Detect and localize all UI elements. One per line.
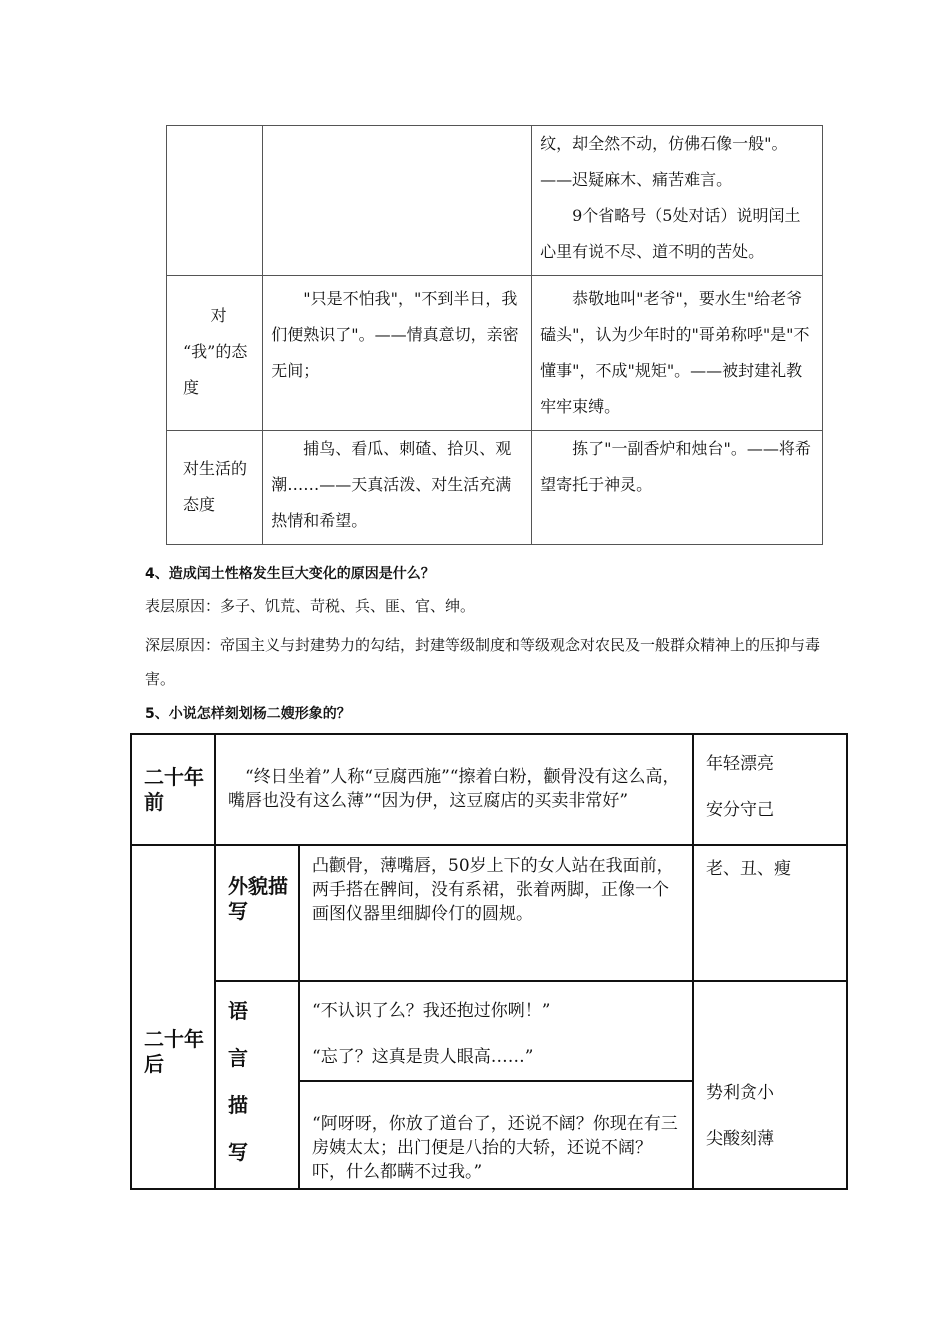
period-label: 二十年前 [144, 764, 204, 814]
yang-ersao-table [130, 733, 848, 1190]
cell-text: “终日坐着”人称“豆腐西施”“擦着白粉，颧骨没有这么高，嘴唇也没有这么薄”“因为伊，这豆腐店的买卖非常好” [228, 767, 680, 811]
subtype-label-char: 语 [228, 999, 248, 1023]
trait-text: 年轻漂亮 [706, 754, 774, 774]
trait-cell [693, 981, 847, 1189]
trait-text: 安分守己 [706, 800, 774, 820]
cell-text: 纹，却全然不动，仿佛石像一般"。——迟疑麻木、痛苦难言。 [540, 134, 788, 189]
cell-text: “忘了？这真是贵人眼高……” [312, 1047, 534, 1067]
cell-text: “阿呀呀，你放了道台了，还说不阔？你现在有三房姨太太；出门便是八抬的大轿，还说不阔？吓，什么都瞒不过我。” [312, 1114, 678, 1182]
surface-reason: 表层原因：多子、饥荒、苛税、兵、匪、官、绅。 [145, 597, 476, 615]
table-cell [299, 845, 693, 981]
cell-text: 捕鸟、看瓜、刺碴、拾贝、观潮……——天真活泼、对生活充满热情和希望。 [271, 439, 512, 530]
runtu-comparison-table [166, 125, 823, 545]
period-label-cell [131, 845, 215, 1189]
table-row [131, 734, 847, 845]
row-label: “我”的态度 [183, 342, 248, 397]
subtype-label: 外貌描写 [228, 874, 288, 923]
trait-cell [693, 845, 847, 981]
subtype-label-char: 写 [228, 1140, 248, 1164]
subtype-label-cell [215, 981, 299, 1189]
table-row [167, 276, 823, 431]
cell-text: 恭敬地叫"老爷"，要水生"给老爷磕头"，认为少年时的"哥弟称呼"是"不懂事"，不成"规矩"。——被封建礼教牢牢束缚。 [540, 289, 810, 416]
table-cell [215, 734, 693, 845]
cell-text: 9个省略号（5处对话）说明闰土心里有说不尽、道不明的苦处。 [540, 206, 801, 261]
cell-text: 凸颧骨，薄嘴唇，50岁上下的女人站在我面前，两手搭在髀间，没有系裙，张着两脚，正像一个画图仪器里细脚伶仃的圆规。 [312, 856, 674, 924]
table-cell [532, 276, 823, 431]
table-row [167, 431, 823, 545]
subtype-label-char: 言 [228, 1046, 248, 1070]
question-5-title: 5、小说怎样刻划杨二嫂形象的？ [145, 706, 351, 722]
trait-text: 老、丑、瘦 [706, 859, 791, 879]
table-cell [167, 126, 263, 276]
table-row [131, 845, 847, 981]
table-cell [263, 126, 532, 276]
trait-cell [693, 734, 847, 845]
row-label-cell [167, 276, 263, 431]
table-cell [532, 431, 823, 545]
subtype-label-char: 描 [228, 1093, 248, 1117]
deep-reason: 深层原因：帝国主义与封建势力的勾结，封建等级制度和等级观念对农民及一般群众精神上的压抑与毒害。 [145, 636, 821, 688]
question-4-title: 4、造成闰土性格发生巨大变化的原因是什么？ [145, 566, 435, 582]
period-label-cell [131, 734, 215, 845]
cell-text: “不认识了么？我还抱过你咧！” [312, 1001, 551, 1021]
period-label: 二十年后 [144, 1027, 204, 1076]
table-cell [299, 981, 693, 1081]
cell-text: "只是不怕我"，"不到半日，我们便熟识了"。——情真意切，亲密无间； [271, 289, 519, 380]
trait-text: 势利贪小 [706, 1083, 774, 1103]
table-cell [263, 431, 532, 545]
row-label-cell [167, 431, 263, 545]
table-cell [532, 126, 823, 276]
cell-text: 拣了"一副香炉和烛台"。——将希望寄托于神灵。 [540, 439, 811, 494]
table-cell [263, 276, 532, 431]
row-label: 对 [210, 306, 227, 325]
table-cell [299, 1081, 693, 1189]
trait-text: 尖酸刻薄 [706, 1129, 774, 1149]
table-row [167, 126, 823, 276]
table-row [131, 981, 847, 1081]
subtype-label-cell [215, 845, 299, 981]
row-label: 对生活的态度 [183, 459, 248, 514]
